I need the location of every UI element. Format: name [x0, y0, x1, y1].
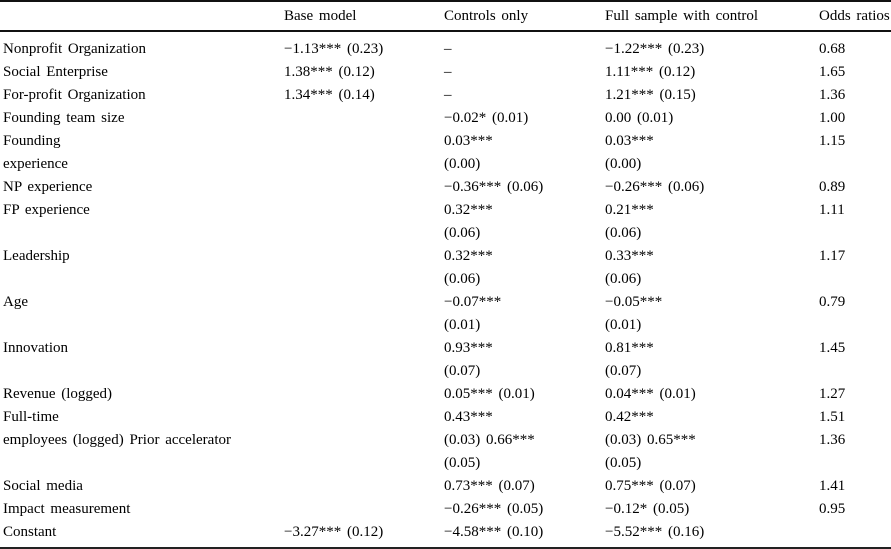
cell-full: 0.33*** — [605, 248, 654, 264]
cell-base — [284, 383, 444, 406]
cell-odds: 1.15 — [819, 133, 846, 149]
table-row — [0, 291, 891, 314]
cell-odds: 1.17 — [819, 248, 846, 264]
cell-controls: 0.32*** — [444, 248, 493, 264]
table-row — [0, 475, 891, 498]
cell-odds: 0.95 — [819, 501, 846, 517]
cell-controls: – — [444, 41, 452, 57]
cell-full: 0.75*** (0.07) — [605, 478, 696, 494]
cell-odds: 1.45 — [819, 340, 846, 356]
cell-odds: 1.65 — [819, 64, 846, 80]
cell-full: −0.26*** (0.06) — [605, 179, 705, 195]
table-row — [0, 245, 891, 268]
column-header-odds-ratios: Odds ratios — [819, 1, 891, 31]
row-label — [0, 222, 284, 245]
cell-controls: (0.03) 0.66*** — [444, 432, 535, 448]
column-header-base-model: Base model — [284, 1, 444, 31]
cell-odds: 1.36 — [819, 432, 846, 448]
cell-odds: 1.36 — [819, 87, 846, 103]
cell-full: 0.04*** (0.01) — [605, 386, 696, 402]
header-row — [0, 1, 891, 31]
cell-full: (0.01) — [605, 317, 642, 333]
row-label — [0, 360, 284, 383]
table-row — [0, 107, 891, 130]
table-row — [0, 360, 891, 383]
cell-controls: (0.07) — [444, 363, 481, 379]
row-label — [0, 452, 284, 475]
cell-controls: (0.06) — [444, 271, 481, 287]
cell-odds: 1.27 — [819, 386, 846, 402]
cell-full: (0.03) 0.65*** — [605, 432, 696, 448]
cell-base: 1.38*** (0.12) — [284, 64, 375, 80]
column-header-variable — [0, 1, 284, 31]
table-row — [0, 176, 891, 199]
row-label: Impact measurement — [3, 501, 131, 517]
row-label: Full-time — [3, 409, 59, 425]
cell-controls: 0.03*** — [444, 133, 493, 149]
table-row — [0, 84, 891, 107]
cell-full: 0.81*** — [605, 340, 654, 356]
row-label: Nonprofit Organization — [3, 41, 146, 57]
table-row — [0, 498, 891, 521]
cell-full: −1.22*** (0.23) — [605, 41, 705, 57]
cell-base — [284, 498, 444, 521]
table-row — [0, 314, 891, 337]
cell-odds — [819, 521, 891, 549]
row-label: experience — [3, 156, 68, 172]
cell-odds: 1.00 — [819, 110, 846, 126]
cell-controls: −0.26*** (0.05) — [444, 501, 544, 517]
cell-base — [284, 176, 444, 199]
cell-base — [284, 153, 444, 176]
cell-base — [284, 199, 444, 222]
cell-odds — [819, 452, 891, 475]
row-label: Constant — [3, 524, 57, 540]
cell-odds — [819, 314, 891, 337]
cell-base — [284, 406, 444, 429]
cell-controls: (0.01) — [444, 317, 481, 333]
cell-base — [284, 222, 444, 245]
table-body — [0, 31, 891, 549]
cell-odds: 0.89 — [819, 179, 846, 195]
cell-base — [284, 314, 444, 337]
row-label: NP experience — [3, 179, 93, 195]
cell-odds: 1.11 — [819, 202, 845, 218]
cell-controls: (0.05) — [444, 455, 481, 471]
cell-controls: 0.93*** — [444, 340, 493, 356]
cell-full: (0.05) — [605, 455, 642, 471]
row-label: Age — [3, 294, 28, 310]
cell-odds — [819, 222, 891, 245]
table-row — [0, 406, 891, 429]
cell-full: 0.42*** — [605, 409, 654, 425]
cell-controls: −4.58*** (0.10) — [444, 524, 544, 540]
cell-controls: 0.05*** (0.01) — [444, 386, 535, 402]
cell-base — [284, 429, 444, 452]
row-label: For-profit Organization — [3, 87, 146, 103]
cell-base: −3.27*** (0.12) — [284, 524, 384, 540]
cell-controls: 0.73*** (0.07) — [444, 478, 535, 494]
cell-full: (0.07) — [605, 363, 642, 379]
row-label: Founding team size — [3, 110, 125, 126]
cell-controls: – — [444, 87, 452, 103]
cell-base — [284, 291, 444, 314]
table-row — [0, 31, 891, 61]
table-row — [0, 268, 891, 291]
row-label: Innovation — [3, 340, 68, 356]
cell-base — [284, 268, 444, 291]
cell-full: 0.21*** — [605, 202, 654, 218]
cell-base: 1.34*** (0.14) — [284, 87, 375, 103]
cell-odds — [819, 153, 891, 176]
row-label: Revenue (logged) — [3, 386, 113, 402]
row-label: Leadership — [3, 248, 70, 264]
cell-base — [284, 475, 444, 498]
cell-base — [284, 452, 444, 475]
cell-full: −0.05*** — [605, 294, 663, 310]
cell-full: −5.52*** (0.16) — [605, 524, 705, 540]
table-row — [0, 61, 891, 84]
cell-odds: 1.51 — [819, 409, 846, 425]
cell-controls: 0.32*** — [444, 202, 493, 218]
table-row — [0, 521, 891, 549]
row-label: Social media — [3, 478, 83, 494]
row-label: FP experience — [3, 202, 90, 218]
cell-controls: (0.06) — [444, 225, 481, 241]
cell-odds: 1.41 — [819, 478, 846, 494]
cell-full: (0.06) — [605, 271, 642, 287]
cell-base — [284, 337, 444, 360]
table-row — [0, 153, 891, 176]
cell-base: −1.13*** (0.23) — [284, 41, 384, 57]
cell-full: 0.03*** — [605, 133, 654, 149]
cell-full: (0.06) — [605, 225, 642, 241]
cell-odds — [819, 360, 891, 383]
cell-controls: 0.43*** — [444, 409, 493, 425]
cell-base — [284, 360, 444, 383]
cell-controls: −0.07*** — [444, 294, 502, 310]
column-header-full-sample: Full sample with control — [605, 1, 819, 31]
cell-controls: −0.36*** (0.06) — [444, 179, 544, 195]
cell-full: 1.21*** (0.15) — [605, 87, 696, 103]
cell-full: −0.12* (0.05) — [605, 501, 690, 517]
row-label — [0, 314, 284, 337]
cell-base — [284, 245, 444, 268]
cell-odds: 0.79 — [819, 294, 846, 310]
column-header-controls-only: Controls only — [444, 1, 605, 31]
cell-base — [284, 130, 444, 153]
row-label: Founding — [3, 133, 61, 149]
table-row — [0, 337, 891, 360]
cell-controls: – — [444, 64, 452, 80]
cell-controls: (0.00) — [444, 156, 481, 172]
cell-odds — [819, 268, 891, 291]
row-label — [0, 268, 284, 291]
table-row — [0, 429, 891, 452]
table-row — [0, 130, 891, 153]
table-row — [0, 199, 891, 222]
row-label: Social Enterprise — [3, 64, 108, 80]
row-label: employees (logged) Prior accelerator — [3, 432, 231, 448]
cell-odds: 0.68 — [819, 41, 846, 57]
table-row — [0, 452, 891, 475]
cell-full: 0.00 (0.01) — [605, 110, 674, 126]
cell-base — [284, 107, 444, 130]
table-row — [0, 383, 891, 406]
cell-controls: −0.02* (0.01) — [444, 110, 529, 126]
table-row — [0, 222, 891, 245]
cell-full: 1.11*** (0.12) — [605, 64, 696, 80]
cell-full: (0.00) — [605, 156, 642, 172]
